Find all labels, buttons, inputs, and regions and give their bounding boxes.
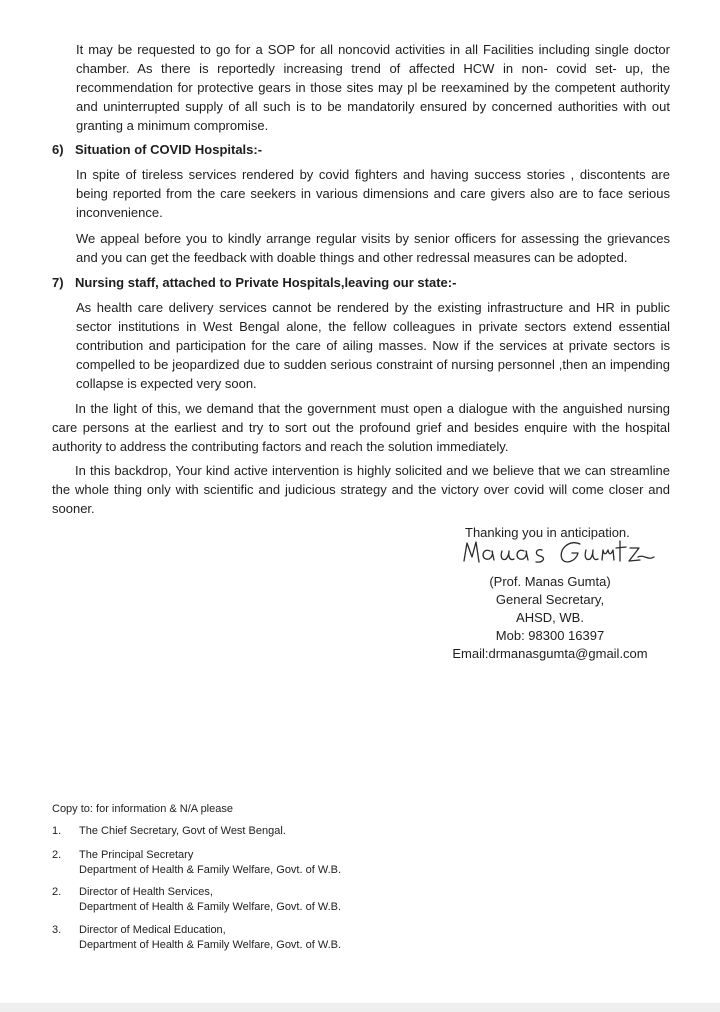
heading-text: Nursing staff, attached to Private Hospitals,leaving our state:- <box>75 275 457 290</box>
copy-to-header: Copy to: for information & N/A please <box>52 803 233 815</box>
signatory-name: (Prof. Manas Gumta) <box>489 574 611 589</box>
heading-number: 7) <box>52 275 64 290</box>
copy-to-number: 3. <box>52 924 62 936</box>
copy-to-line: The Principal Secretary <box>79 849 194 861</box>
copy-to-item <box>52 824 286 838</box>
copy-to-line: Department of Health & Family Welfare, Govt. of W.B. <box>79 864 342 876</box>
signatory-mobile: Mob: 98300 16397 <box>495 628 605 643</box>
copy-to-line: Department of Health & Family Welfare, Govt. of W.B. <box>79 939 342 951</box>
heading-number: 6) <box>52 142 64 157</box>
paragraph-demand: In the light of this, we demand that the government must open a dialogue with the anguished nursing care persons at the earliest and try to sort out the profound grief and besides enquire with the hospital authority to address the contributing factors and reach the solution immediately. <box>52 401 670 454</box>
paragraph-sop: It may be requested to go for a SOP for all noncovid activities in all Facilities including single doctor chamber. As there is reportedly increasing trend of affected HCW in non- covid set- up, the recommendation for protective gears in those sites may pl be reexamined by the competent authority and uninterrupted supply of all such is to be mandatorily ensured by concerned authorities with out granting a minimum compromise. <box>76 42 670 133</box>
heading-text: Situation of COVID Hospitals:- <box>75 142 263 157</box>
paragraph-appeal: We appeal before you to kindly arrange regular visits by senior officers for assessing the grievances and you can get the feedback with doable things and other redressal measures can be adopted. <box>76 231 670 265</box>
copy-to-number: 1. <box>52 825 62 837</box>
copy-to-item <box>52 885 342 913</box>
copy-to-item <box>52 848 342 876</box>
signatory-block <box>420 573 680 663</box>
paragraph-discontents: In spite of tireless services rendered by covid fighters and having success stories , discontents are being reported from the care seekers in various dimensions and care givers also are to face serious inconvenience. <box>76 167 670 220</box>
copy-to-number: 2. <box>52 886 62 898</box>
paragraph-intervention: In this backdrop, Your kind active intervention is highly solicited and we believe that we can streamline the whole thing only with scientific and judicious strategy and the victory over covid will come closer and sooner. <box>52 463 670 516</box>
copy-to-number: 2. <box>52 849 62 861</box>
copy-to-item <box>52 923 342 951</box>
copy-to-line: The Chief Secretary, Govt of West Bengal. <box>79 825 286 837</box>
signatory-email: Email:drmanasgumta@gmail.com <box>452 646 648 661</box>
page-bottom-bar <box>0 1003 720 1012</box>
copy-to-line: Department of Health & Family Welfare, Govt. of W.B. <box>79 901 342 913</box>
signature-image <box>462 535 662 569</box>
copy-to-line: Director of Medical Education, <box>79 924 226 936</box>
copy-to-line: Director of Health Services, <box>79 886 213 898</box>
heading-nursing-staff <box>52 273 456 292</box>
paragraph-private-sector: As health care delivery services cannot be rendered by the existing infrastructure and HR in public sector institutions in West Bengal alone, the fellow colleagues in private sectors extend essential contribution and participation for the care of ailing masses. Now if the services at private sectors is compelled to be jeopardized due to sudden serious constraint of nursing personnel ,then an impending collapse is expected very soon. <box>76 300 670 391</box>
signatory-org: AHSD, WB. <box>516 610 584 625</box>
closing-thanks: Thanking you in anticipation. <box>465 525 630 540</box>
signatory-title: General Secretary, <box>495 592 605 607</box>
heading-covid-hospitals <box>52 140 262 159</box>
